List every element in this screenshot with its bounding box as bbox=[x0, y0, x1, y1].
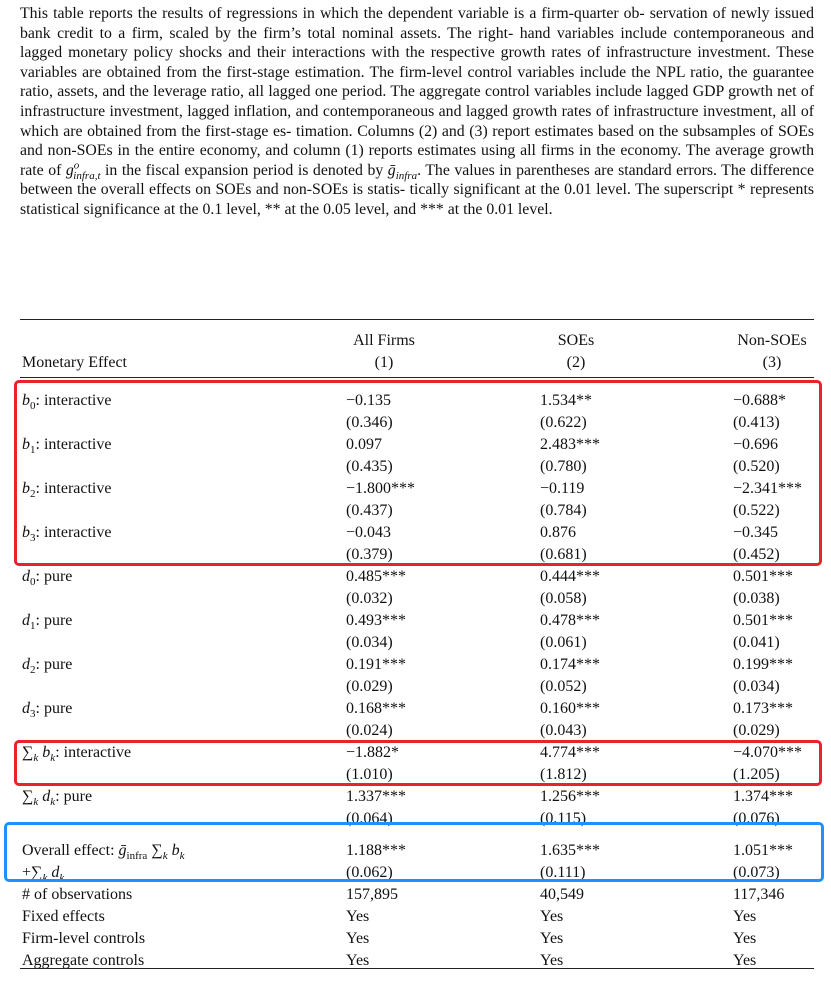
se-col1: (0.024) bbox=[346, 722, 393, 739]
label-sub: 2 bbox=[30, 488, 36, 501]
coef-col3: 0.173*** bbox=[733, 700, 793, 717]
sum-symbol: ∑ bbox=[31, 864, 43, 881]
footer-col3: Yes bbox=[733, 952, 757, 969]
sum-var: b bbox=[171, 842, 180, 859]
sum_d-col3: 1.374*** bbox=[733, 788, 793, 805]
label-var: b bbox=[22, 436, 30, 453]
footer-col1: Yes bbox=[346, 908, 370, 925]
label-sub: 1 bbox=[30, 444, 36, 457]
gbar-infra-symbol: ḡ$_{infra}$ bbox=[387, 161, 418, 182]
sum_b-col2: 4.774*** bbox=[540, 744, 600, 761]
footer-col2: Yes bbox=[540, 952, 564, 969]
coef-col2: 0.876 bbox=[540, 524, 576, 541]
footer-col3: Yes bbox=[733, 908, 757, 925]
se-col2: (0.058) bbox=[540, 590, 587, 607]
sum_d-row bbox=[0, 786, 831, 808]
obs-row bbox=[0, 884, 831, 906]
se-col1: (0.032) bbox=[346, 590, 393, 607]
label-var: b bbox=[22, 392, 30, 409]
sum_b-col1: −1.882* bbox=[346, 744, 400, 761]
se-col1: (0.346) bbox=[346, 414, 393, 431]
coef-col2: 1.534** bbox=[540, 392, 592, 409]
sum-var-index: k bbox=[59, 872, 65, 885]
sum-var-index: k bbox=[50, 796, 56, 809]
footer-col2: Yes bbox=[540, 908, 564, 925]
se-row bbox=[0, 588, 831, 610]
header-rule bbox=[20, 377, 814, 378]
label-var: d bbox=[22, 612, 30, 629]
overall-se-col2: (0.111) bbox=[540, 864, 586, 881]
row-label: $b_3$: interactive bbox=[22, 524, 112, 545]
col-header-3: Non-SOEs (3) bbox=[737, 332, 807, 371]
highlight-box-overall bbox=[4, 822, 824, 885]
sum-symbol: ∑ bbox=[151, 842, 163, 859]
coef-col3: −0.345 bbox=[733, 524, 779, 541]
label-var: d bbox=[22, 700, 30, 717]
col-header-1: All Firms (1) bbox=[353, 332, 415, 371]
coef-col1: 0.191*** bbox=[346, 656, 406, 673]
row-label: $d_3$: pure bbox=[22, 700, 73, 721]
gbar-sub: infra bbox=[126, 850, 148, 863]
coef-row bbox=[0, 698, 831, 720]
se-col3: (0.038) bbox=[733, 590, 780, 607]
label-sub: 0 bbox=[30, 400, 36, 413]
coef-col2: −0.119 bbox=[540, 480, 585, 497]
sum-var: b bbox=[42, 744, 51, 761]
coef-col2: 0.174*** bbox=[540, 656, 600, 673]
row-label: $b_1$: interactive bbox=[22, 436, 112, 457]
coef-col2: 0.444*** bbox=[540, 568, 600, 585]
sum_b-se-col1: (1.010) bbox=[346, 766, 393, 783]
se-col1: (0.435) bbox=[346, 458, 393, 475]
coef-col3: 0.501*** bbox=[733, 612, 793, 629]
obs-label: # of observations bbox=[22, 886, 133, 903]
col-header-2: SOEs (2) bbox=[557, 332, 595, 371]
label-sub: 3 bbox=[30, 532, 36, 545]
coef-col3: −2.341*** bbox=[733, 480, 803, 497]
footer-label: Fixed effects bbox=[22, 908, 105, 925]
coef-row bbox=[0, 654, 831, 676]
se-col1: (0.379) bbox=[346, 546, 393, 563]
sum_b-se-col3: (1.205) bbox=[733, 766, 780, 783]
se-col1: (0.029) bbox=[346, 678, 393, 695]
label-sub: 0 bbox=[30, 576, 36, 589]
se-col3: (0.041) bbox=[733, 634, 780, 651]
coef-col1: −0.135 bbox=[346, 392, 392, 409]
se-col3: (0.413) bbox=[733, 414, 780, 431]
table-caption: This table reports the results of regressions in which the dependent variable is a firm-quarter ob- servation of newly issued bank credit to a firm, scaled by the firm’s total nominal assets. The right- hand variables include contemporaneous and lagged monetary policy shocks and their interactions with the respective growth rates of infrastructure investment. These variables are obtained from the first-stage estimation. The firm-level control variables include the NPL ratio, the guarantee ratio, assets, and the leverage ratio, all lagged one period. The aggregate control variables include lagged GDP growth net of infrastructure investment, lagged inflation, and contemporaneous and lagged growth rates of infrastructure investment, all of which are obtained from the first-stage es- timation. Columns (2) and (3) report estimates based on the subsamples of SOEs and non-SOEs in the entire economy, and column (1) reports estimates using all firms in the economy. The average growth rate of $g^o_{infra,t}$ in the fiscal expansion period is denoted by ḡ$_{infra}$. The values in parentheses are standard errors. The difference between the overall effects on SOEs and non-SOEs is statis- tically significant at the 0.01 level. The superscript * represents statistical significance at the 0.1 level, ** at the 0.05 level, and *** at the 0.01 level. bbox=[20, 5, 815, 218]
sum-var-index: k bbox=[50, 752, 56, 765]
row-label: $d_2$: pure bbox=[22, 656, 73, 677]
overall-se-col1: (0.062) bbox=[346, 864, 393, 881]
footer-label: Firm-level controls bbox=[22, 930, 146, 947]
sum-var-index: k bbox=[179, 850, 185, 863]
coef-col1: 0.097 bbox=[346, 436, 382, 453]
sum-index: k bbox=[33, 752, 39, 765]
se-col2: (0.784) bbox=[540, 502, 587, 519]
coef-col1: −1.800*** bbox=[346, 480, 416, 497]
overall-se-col3: (0.073) bbox=[733, 864, 780, 881]
coef-col1: −0.043 bbox=[346, 524, 392, 541]
highlight-box-interactive bbox=[14, 380, 822, 566]
se-col1: (0.437) bbox=[346, 502, 393, 519]
row-label-header: Monetary Effect bbox=[22, 354, 127, 371]
coef-col2: 0.160*** bbox=[540, 700, 600, 717]
sum_d-col1: 1.337*** bbox=[346, 788, 406, 805]
sum_b-col3: −4.070*** bbox=[733, 744, 803, 761]
row-label: $b_0$: interactive bbox=[22, 392, 112, 413]
sum_b-label: $\sum_k$ $b_k$: interactive bbox=[22, 744, 132, 765]
gbar: ḡ bbox=[118, 842, 127, 859]
sum-var: d bbox=[42, 788, 51, 805]
se-col3: (0.520) bbox=[733, 458, 780, 475]
row-label: $d_0$: pure bbox=[22, 568, 73, 589]
footer-row bbox=[0, 906, 831, 928]
footer-col1: Yes bbox=[346, 952, 370, 969]
row-label: $d_1$: pure bbox=[22, 612, 73, 633]
plus: + bbox=[22, 864, 32, 881]
obs-col1: 157,895 bbox=[346, 886, 398, 903]
sum_d-se-col3: (0.076) bbox=[733, 810, 780, 827]
overall-col3: 1.051*** bbox=[733, 842, 793, 859]
sum_d-se-col1: (0.064) bbox=[346, 810, 393, 827]
label-sub: 2 bbox=[30, 664, 36, 677]
coef-row bbox=[0, 566, 831, 588]
coef-col1: 0.493*** bbox=[346, 612, 406, 629]
se-col3: (0.034) bbox=[733, 678, 780, 695]
sum-symbol: ∑ bbox=[22, 744, 34, 761]
sum-index: k bbox=[33, 796, 39, 809]
highlight-box-sum-b bbox=[14, 740, 822, 786]
se-col2: (0.780) bbox=[540, 458, 587, 475]
sum-index: k bbox=[162, 850, 168, 863]
label-var: d bbox=[22, 568, 30, 585]
label-var: b bbox=[22, 480, 30, 497]
obs-col3: 117,346 bbox=[733, 886, 785, 903]
coef-col2: 0.478*** bbox=[540, 612, 600, 629]
se-col2: (0.043) bbox=[540, 722, 587, 739]
coef-col3: 0.501*** bbox=[733, 568, 793, 585]
footer-row bbox=[0, 928, 831, 950]
se-col3: (0.522) bbox=[733, 502, 780, 519]
coef-col1: 0.485*** bbox=[346, 568, 406, 585]
se-col2: (0.052) bbox=[540, 678, 587, 695]
sum_b-se-col2: (1.812) bbox=[540, 766, 587, 783]
g-infra-t-symbol: $g^o_{infra,t}$ bbox=[65, 159, 101, 182]
label-var: b bbox=[22, 524, 30, 541]
footer-col2: Yes bbox=[540, 930, 564, 947]
footer-col1: Yes bbox=[346, 930, 370, 947]
se-col2: (0.681) bbox=[540, 546, 587, 563]
overall-col2: 1.635*** bbox=[540, 842, 600, 859]
sum-var: d bbox=[51, 864, 60, 881]
top-rule bbox=[20, 319, 814, 320]
coef-col3: 0.199*** bbox=[733, 656, 793, 673]
overall-col1: 1.188*** bbox=[346, 842, 406, 859]
sum_d-col2: 1.256*** bbox=[540, 788, 600, 805]
bottom-rule bbox=[20, 968, 814, 969]
se-col1: (0.034) bbox=[346, 634, 393, 651]
se-col2: (0.622) bbox=[540, 414, 587, 431]
se-col3: (0.029) bbox=[733, 722, 780, 739]
row-label: $b_2$: interactive bbox=[22, 480, 112, 501]
overall-text: Overall effect: bbox=[22, 842, 119, 859]
se-row bbox=[0, 632, 831, 654]
sum-symbol: ∑ bbox=[22, 788, 34, 805]
footer-label: Aggregate controls bbox=[22, 952, 145, 969]
sum_d-se-col2: (0.115) bbox=[540, 810, 587, 827]
se-col2: (0.061) bbox=[540, 634, 587, 651]
coef-col1: 0.168*** bbox=[346, 700, 406, 717]
coef-col3: −0.688* bbox=[733, 392, 787, 409]
sum-index: k bbox=[42, 872, 48, 885]
label-sub: 1 bbox=[30, 620, 36, 633]
label-sub: 3 bbox=[30, 708, 36, 721]
footer-col3: Yes bbox=[733, 930, 757, 947]
obs-col2: 40,549 bbox=[540, 886, 584, 903]
coef-col2: 2.483*** bbox=[540, 436, 600, 453]
se-col3: (0.452) bbox=[733, 546, 780, 563]
coef-col3: −0.696 bbox=[733, 436, 779, 453]
sum_d-label: $\sum_k$ $d_k$: pure bbox=[22, 788, 93, 809]
coef-row bbox=[0, 610, 831, 632]
se-row bbox=[0, 720, 831, 742]
label-var: d bbox=[22, 656, 30, 673]
se-row bbox=[0, 676, 831, 698]
